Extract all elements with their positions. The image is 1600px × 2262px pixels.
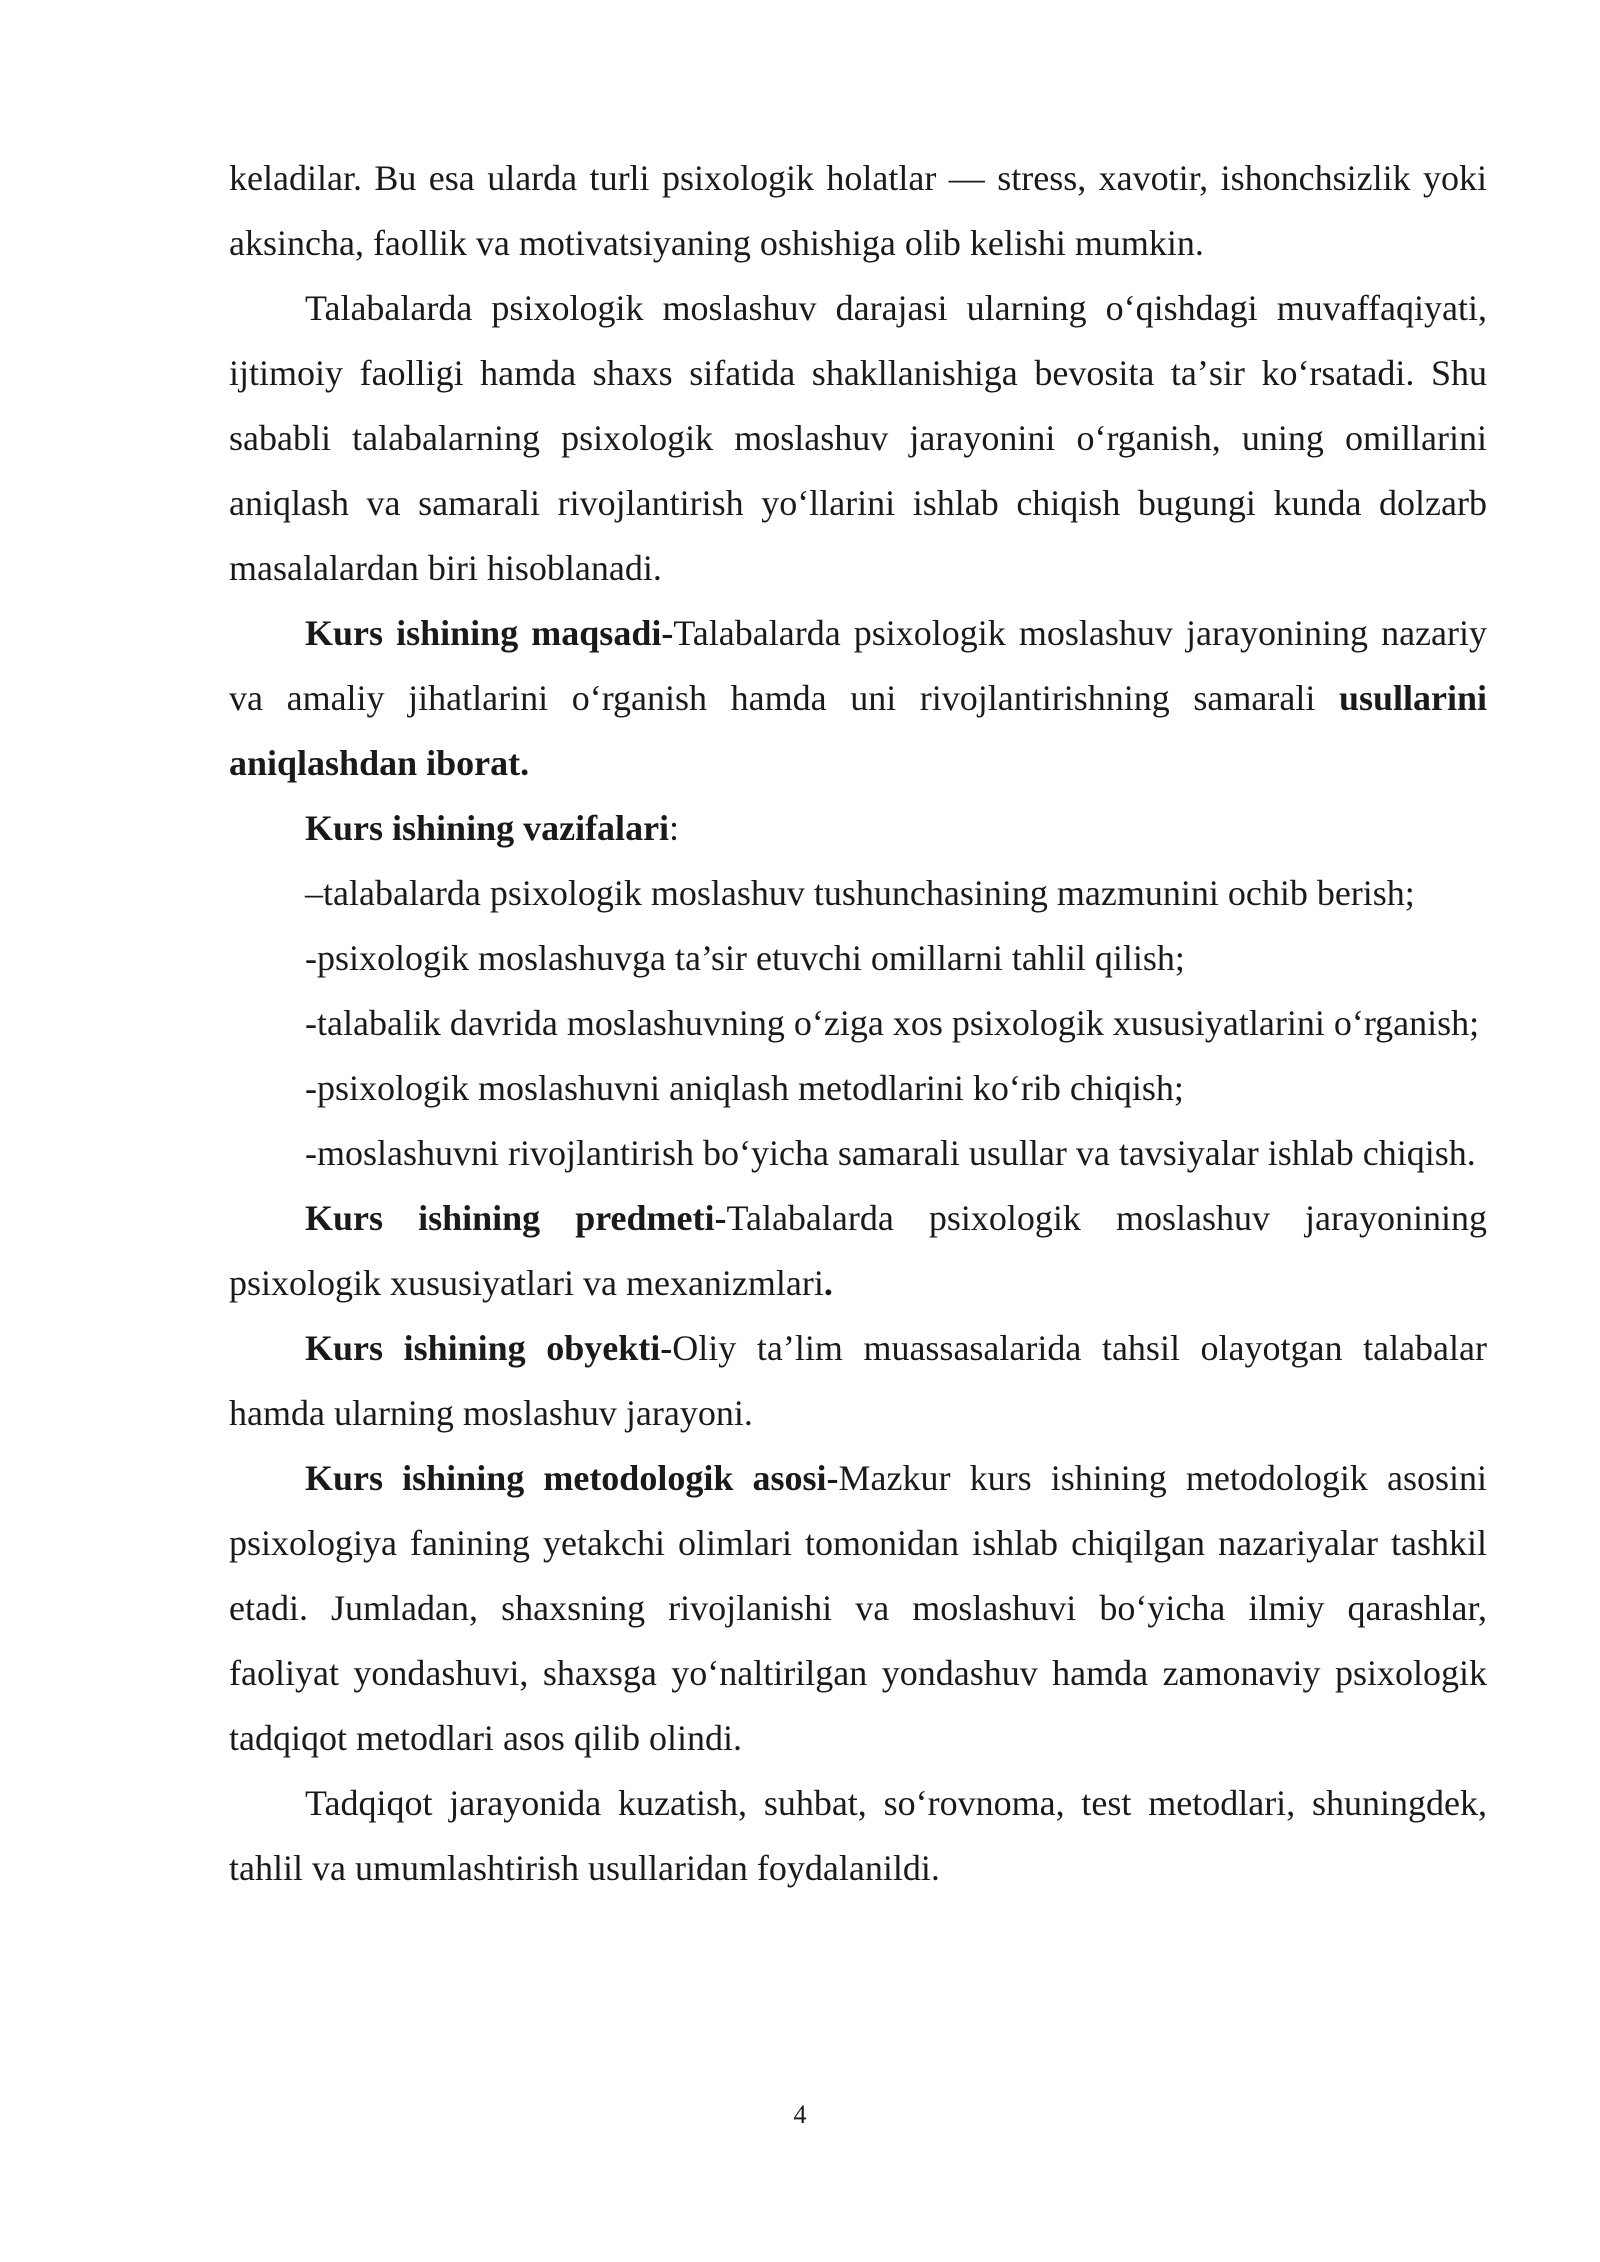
paragraph-methodology xyxy=(229,1446,1487,1771)
goal-label: Kurs ishining maqsadi- xyxy=(305,613,674,653)
body-text xyxy=(229,146,1487,1901)
methodology-text: Mazkur kurs ishining metodologik asosini psixologiya fanining yetakchi olimlari tomonidan ishlab chiqilgan nazariyalar tashkil etadi. Jumladan, shaxsning rivojlanishi va moslashuvi boʻyicha ilmiy qarashlar, faoliyat yondashuvi, shaxsga yoʻnaltirilgan yondashuv hamda zamonaviy psixologik tadqiqot metodlari asos qilib olindi. xyxy=(229,1458,1487,1758)
paragraph-goal xyxy=(229,601,1487,796)
tasks-label: Kurs ishining vazifalari xyxy=(305,808,670,848)
task-item-5: -moslashuvni rivojlantirish boʻyicha samarali usullar va tavsiyalar ishlab chiqish. xyxy=(305,1133,1476,1173)
object-label: Kurs ishining obyekti- xyxy=(305,1328,673,1368)
paragraph-tasks-heading xyxy=(229,796,1487,861)
paragraph-research-methods: Tadqiqot jarayonida kuzatish, suhbat, soʻrovnoma, test metodlari, shuningdek, tahlil va umumlashtirish usullaridan foydalanildi. xyxy=(229,1783,1487,1888)
page-number: 4 xyxy=(793,2100,807,2129)
paragraph-adaptation-importance: Talabalarda psixologik moslashuv darajasi ularning oʻqishdagi muvaffaqiyati, ijtimoiy faolligi hamda shaxs sifatida shakllanishiga bevosita taʼsir koʻrsatadi. Shu sababli talabalarning psixologik moslashuv jarayonini oʻrganish, uning omillarini aniqlash va samarali rivojlantirish yoʻllarini ishlab chiqish bugungi kunda dolzarb masalalardan biri hisoblanadi. xyxy=(229,288,1487,588)
goal-text: Talabalarda psixologik moslashuv jarayonining nazariy va amaliy jihatlarini oʻrganish hamda uni rivojlantirishning samarali xyxy=(229,613,1487,718)
object-text: Oliy ta’lim muassasalarida tahsil olayotgan talabalar hamda ularning moslashuv jarayoni. xyxy=(229,1328,1487,1433)
subject-label: Kurs ishining predmeti- xyxy=(305,1198,727,1238)
subject-end: . xyxy=(823,1263,833,1303)
paragraph-object xyxy=(229,1316,1487,1446)
paragraph-continuation: keladilar. Bu esa ularda turli psixologik holatlar — stress, xavotir, ishonchsizlik yoki aksincha, faollik va motivatsiyaning oshishiga olib kelishi mumkin. xyxy=(229,158,1487,263)
goal-text-bold-end: usullarini aniqlashdan iborat. xyxy=(229,678,1487,783)
methodology-label: Kurs ishining metodologik asosi- xyxy=(305,1458,839,1498)
paragraph-subject xyxy=(229,1186,1487,1316)
tasks-colon: : xyxy=(669,808,680,848)
subject-text: Talabalarda psixologik moslashuv jarayonining psixologik xususiyatlari va mexanizmlari xyxy=(229,1198,1487,1303)
task-item-4: -psixologik moslashuvni aniqlash metodlarini koʻrib chiqish; xyxy=(305,1068,1184,1108)
task-item-2: -psixologik moslashuvga ta’sir etuvchi omillarni tahlil qilish; xyxy=(305,938,1185,978)
task-item-1: –talabalarda psixologik moslashuv tushunchasining mazmunini ochib berish; xyxy=(305,873,1415,913)
task-item-3: -talabalik davrida moslashuvning oʻziga xos psixologik xususiyatlarini oʻrganish; xyxy=(305,1003,1480,1043)
